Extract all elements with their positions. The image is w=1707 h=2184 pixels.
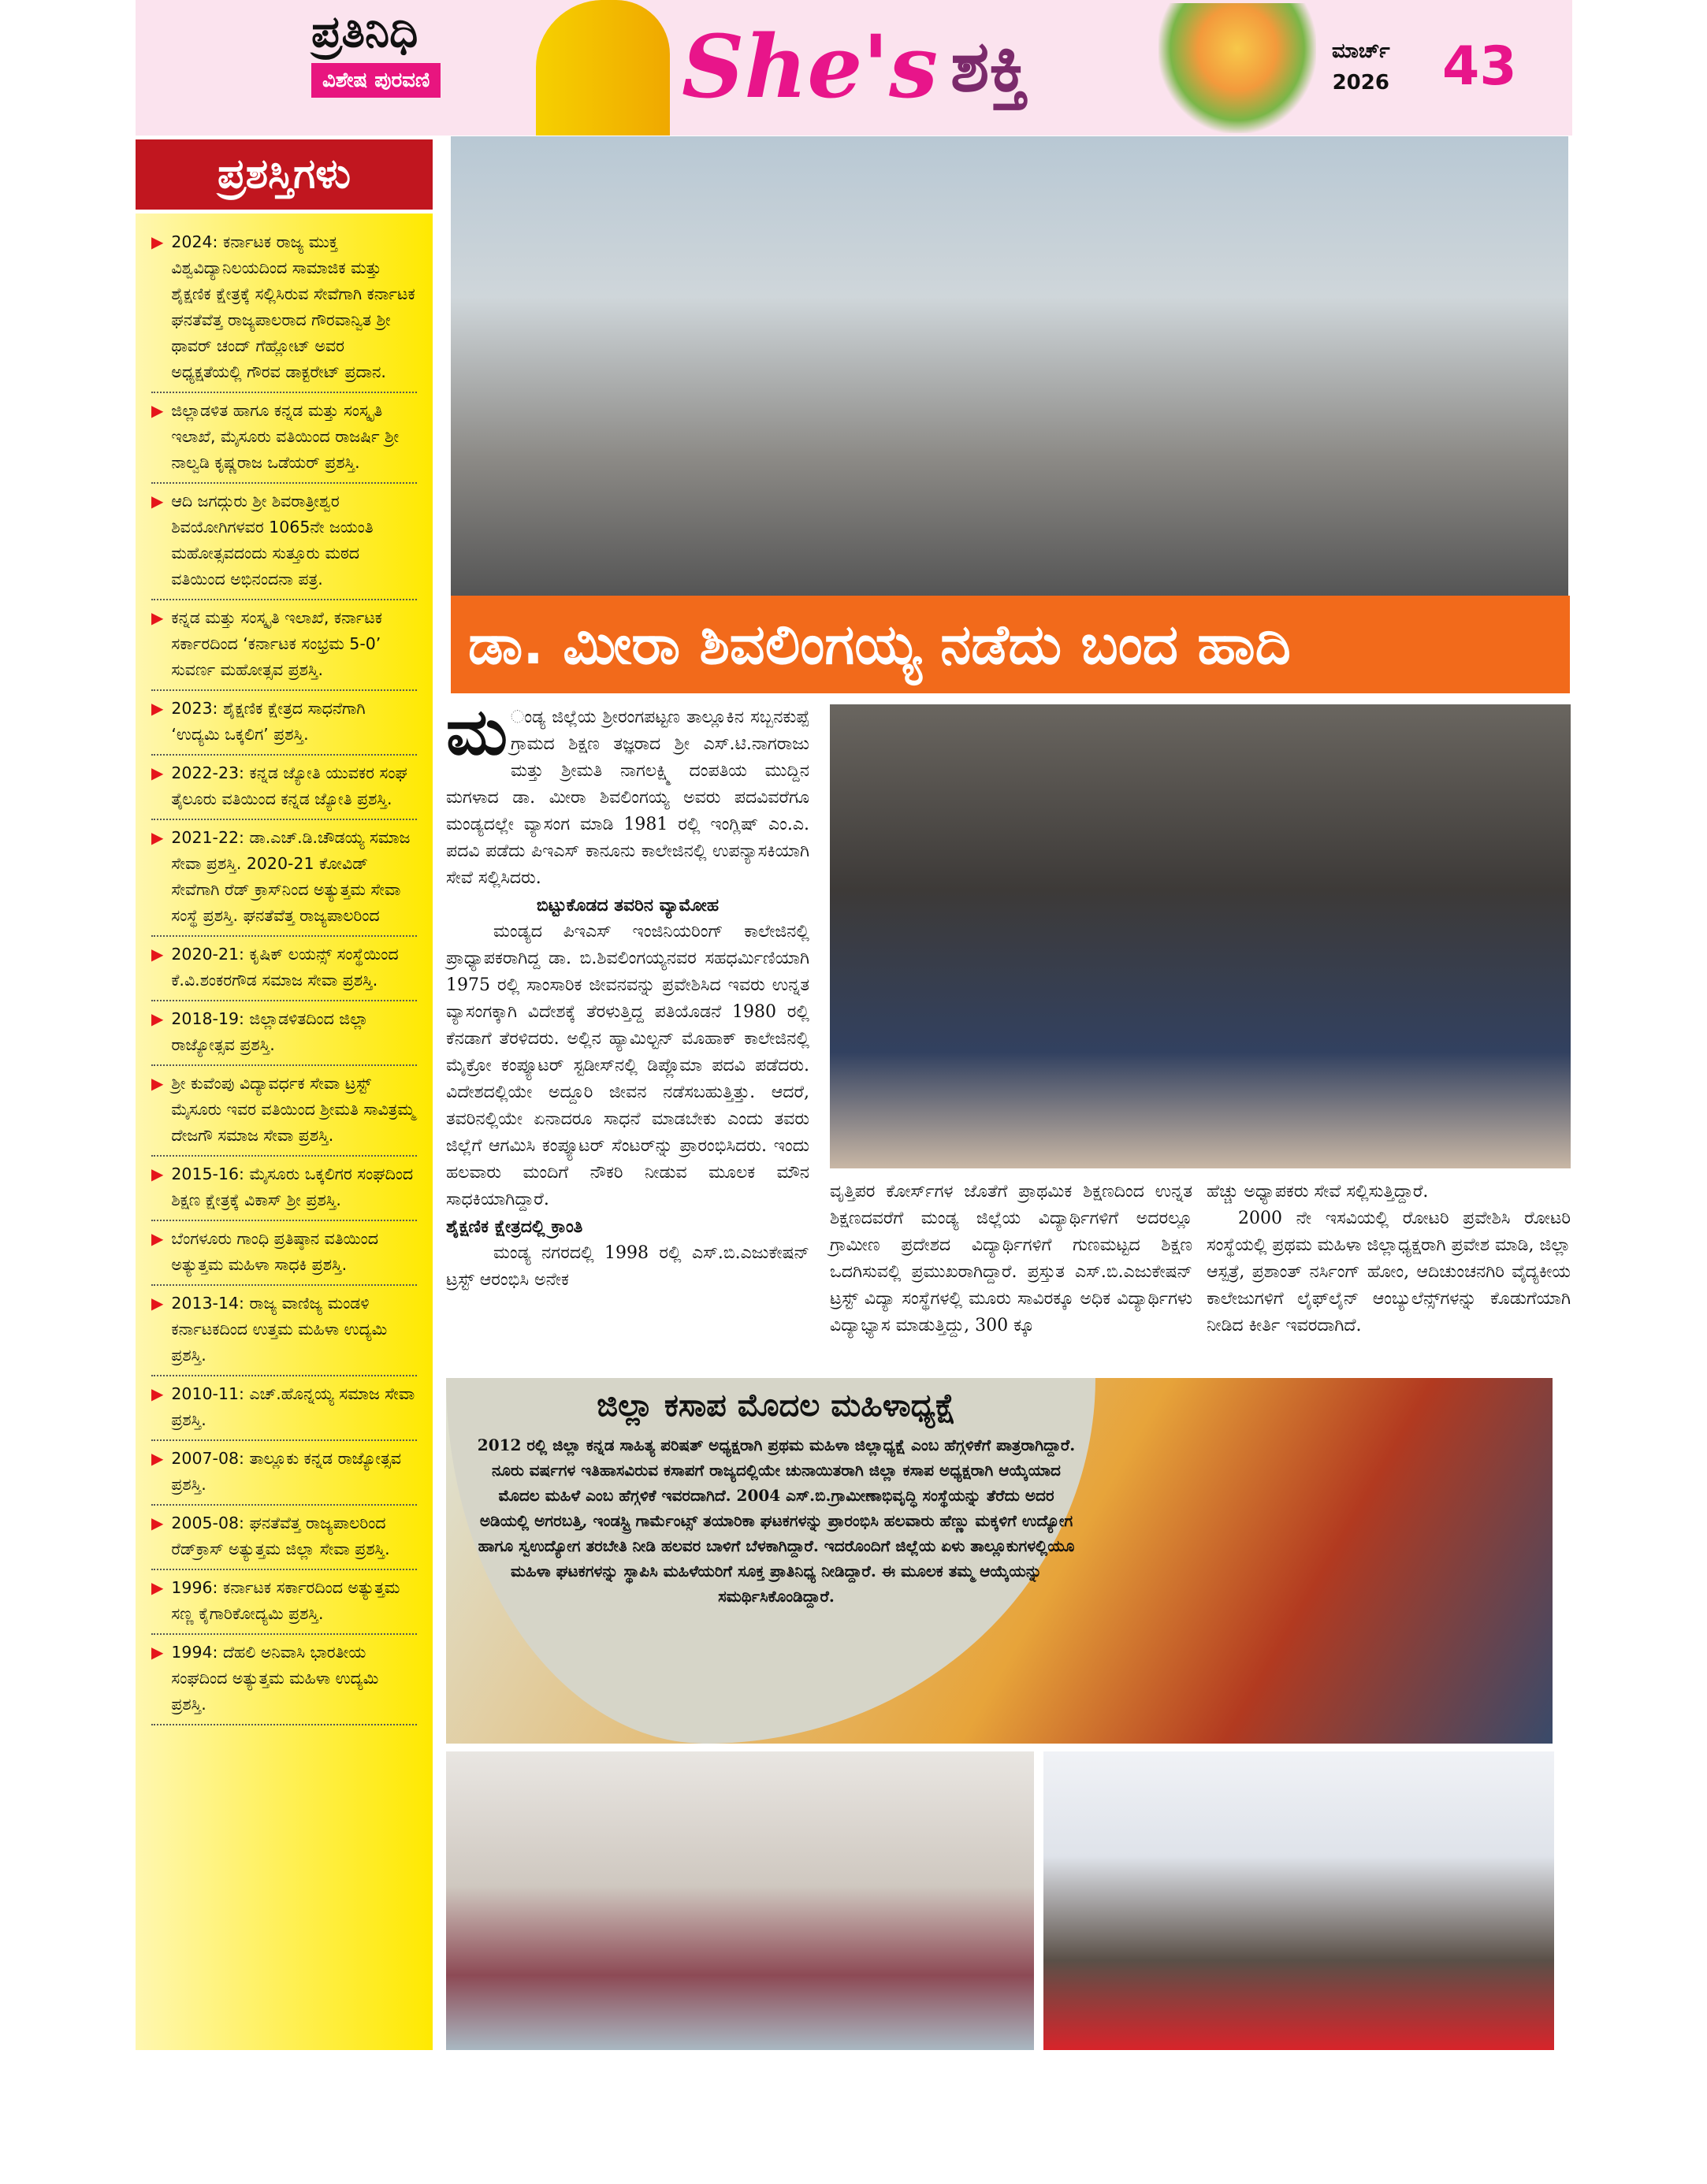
award-item xyxy=(151,1376,417,1441)
award-item xyxy=(151,225,417,393)
award-text: ಬೆಂಗಳೂರು ಗಾಂಧಿ ಪ್ರತಿಷ್ಠಾನ ವತಿಯಿಂದ ಅತ್ಯುತ್ತಮ ಮಹಿಳಾ ಸಾಧಕಿ ಪ್ರಶಸ್ತಿ. xyxy=(171,1229,379,1274)
bullet-triangle-icon: ▶ xyxy=(151,1294,164,1313)
paragraph: 2000 ನೇ ಇಸವಿಯಲ್ಲಿ ರೋಟರಿ ಪ್ರವೇಶಿಸಿ ರೋಟರಿ ಸಂಸ್ಥೆಯಲ್ಲಿ ಪ್ರಥಮ ಮಹಿಳಾ ಜಿಲ್ಲಾಧ್ಯಕ್ಷರಾಗಿ ಪ್ರವೇಶ ಮಾಡಿ, ಜಿಲ್ಲಾ ಆಸ್ಪತ್ರೆ, ಪ್ರಶಾಂತ್ ನರ್ಸಿಂಗ್ ಹೋಂ, ಆದಿಚುಂಚನಗಿರಿ ವೈದ್ಯಕೀಯ ಕಾಲೇಜುಗಳಿಗೆ ಲೈಫ್‌ಲೈನ್ ಆಂಬ್ಯುಲೆನ್ಸ್‌ಗಳನ್ನು ಕೊಡುಗೆಯಾಗಿ ನೀಡಿದ ಕೀರ್ತಿ ಇವರದಾಗಿದೆ. xyxy=(1207,1209,1571,1335)
award-text: 2024: ಕರ್ನಾಟಕ ರಾಜ್ಯ ಮುಕ್ತ ವಿಶ್ವವಿದ್ಯಾನಿಲಯದಿಂದ ಸಾಮಾಜಿಕ ಮತ್ತು ಶೈಕ್ಷಣಿಕ ಕ್ಷೇತ್ರಕ್ಕೆ ಸಲ್ಲಿಸಿರುವ ಸೇವೆಗಾಗಿ ಕರ್ನಾಟಕ ಘನತೆವೆತ್ತ ರಾಜ್ಯಪಾಲರಾದ ಗೌರವಾನ್ವಿತ ಶ್ರೀ ಥಾವರ್ ಚಂದ್ ಗೆಹ್ಲೋಟ್ ಅವರ ಅಧ್ಯಕ್ಷತೆಯಲ್ಲಿ ಗೌರವ ಡಾಕ್ಟರೇಟ್ ಪ್ರದಾನ. xyxy=(171,232,415,381)
award-text: 2010-11: ಎಚ್.ಹೊನ್ನಯ್ಯ ಸಮಾಜ ಸೇವಾ ಪ್ರಶಸ್ತಿ. xyxy=(171,1384,415,1429)
subheading: ಬಿಟ್ಟುಕೊಡದ ತವರಿನ ವ್ಯಾಮೋಹ xyxy=(536,895,720,916)
hands-tree-illustration xyxy=(1158,3,1316,133)
subheading: ಶೈಕ್ಷಣಿಕ ಕ್ಷೇತ್ರದಲ್ಲಿ ಕ್ರಾಂತಿ xyxy=(446,1216,583,1237)
award-text: 1996: ಕರ್ನಾಟಕ ಸರ್ಕಾರದಿಂದ ಅತ್ಯುತ್ತಮ ಸಣ್ಣ ಕೈಗಾರಿಕೋದ್ಯಮಿ ಪ್ರಶಸ್ತಿ. xyxy=(171,1578,400,1623)
bullet-triangle-icon: ▶ xyxy=(151,763,164,782)
award-item xyxy=(151,820,417,937)
award-text: 2013-14: ರಾಜ್ಯ ವಾಣಿಜ್ಯ ಮಂಡಳಿ ಕರ್ನಾಟಕದಿಂದ ಉತ್ತಮ ಮಹಿಳಾ ಉದ್ಯಮಿ ಪ್ರಶಸ್ತಿ. xyxy=(171,1294,388,1365)
info-box-text: 2012 ರಲ್ಲಿ ಜಿಲ್ಲಾ ಕನ್ನಡ ಸಾಹಿತ್ಯ ಪರಿಷತ್ ಅಧ್ಯಕ್ಷರಾಗಿ ಪ್ರಥಮ ಮಹಿಳಾ ಜಿಲ್ಲಾಧ್ಯಕ್ಷೆ ಎಂಬ ಹೆಗ್ಗಳಿಕೆಗೆ ಪಾತ್ರರಾಗಿದ್ದಾರೆ. ನೂರು ವರ್ಷಗಳ ಇತಿಹಾಸವಿರುವ ಕಸಾಪಗೆ ರಾಜ್ಯದಲ್ಲಿಯೇ ಚುನಾಯಿತರಾಗಿ ಜಿಲ್ಲಾ ಕಸಾಪ ಅಧ್ಯಕ್ಷರಾಗಿ ಆಯ್ಕೆಯಾದ ಮೊದಲ ಮಹಿಳೆ ಎಂಬ ಹೆಗ್ಗಳಿಕೆ ಇವರದಾಗಿದೆ. 2004 ಎಸ್.ಬಿ.ಗ್ರಾಮೀಣಾಭಿವೃದ್ಧಿ ಸಂಸ್ಥೆಯನ್ನು ತೆರೆದು ಅದರ ಅಡಿಯಲ್ಲಿ ಅಗರಬತ್ತಿ, ಇಂಡಸ್ಟ್ರಿ ಗಾರ್ಮೆಂಟ್ಸ್ ತಯಾರಿಕಾ ಘಟಕಗಳನ್ನು ಪ್ರಾರಂಭಿಸಿ ಹಲವಾರು ಹೆಣ್ಣು ಮಕ್ಕಳಿಗೆ ಉದ್ಯೋಗ ಹಾಗೂ ಸ್ವಉದ್ಯೋಗ ತರಬೇತಿ ನೀಡಿ ಹಲವರ ಬಾಳಿಗೆ ಬೆಳಕಾಗಿದ್ದಾರೆ. ಇದರೊಂದಿಗೆ ಜಿಲ್ಲೆಯ ಏಳು ತಾಲ್ಲೂಕುಗಳಲ್ಲಿಯೂ ಮಹಿಳಾ ಘಟಕಗಳನ್ನು ಸ್ಥಾಪಿಸಿ ಮಹಿಳೆಯರಿಗೆ ಸೂಕ್ತ ಪ್ರಾತಿನಿಧ್ಯ ನೀಡಿದ್ದಾರೆ. ಈ ಮೂಲಕ ತಮ್ಮ ಆಯ್ಕೆಯನ್ನು ಸಮರ್ಥಿಸಿಕೊಂಡಿದ್ದಾರೆ. xyxy=(477,1436,1076,1606)
article-headline: ಡಾ. ಮೀರಾ ಶಿವಲಿಂಗಯ್ಯ ನಡೆದು ಬಂದ ಹಾದಿ xyxy=(451,596,1570,693)
bullet-triangle-icon: ▶ xyxy=(151,1229,164,1248)
award-text: 2023: ಶೈಕ್ಷಣಿಕ ಕ್ಷೇತ್ರದ ಸಾಧನೆಗಾಗಿ ‘ಉದ್ಯಮಿ ಒಕ್ಕಲಿಗ’ ಪ್ರಶಸ್ತಿ. xyxy=(171,699,366,744)
award-item xyxy=(151,1570,417,1635)
section-title-she: She's xyxy=(682,16,939,117)
woman-silhouette-illustration xyxy=(536,0,670,136)
students-certificates-photo xyxy=(830,704,1571,1168)
award-text: 2018-19: ಜಿಲ್ಲಾಡಳಿತದಿಂದ ಜಿಲ್ಲಾ ರಾಜ್ಯೋತ್ಸವ ಪ್ರಶಸ್ತಿ. xyxy=(171,1009,369,1054)
award-item xyxy=(151,1506,417,1570)
bullet-triangle-icon: ▶ xyxy=(151,1074,164,1093)
awards-list xyxy=(136,214,433,2050)
issue-month: ಮಾರ್ಚ್ xyxy=(1332,39,1390,63)
article-column-2 xyxy=(830,1179,1192,1339)
awards-title: ಪ್ರಶಸ್ತಿಗಳು xyxy=(136,139,433,210)
bullet-triangle-icon: ▶ xyxy=(151,699,164,718)
award-item xyxy=(151,1635,417,1725)
award-item xyxy=(151,1221,417,1286)
award-item xyxy=(151,600,417,691)
bullet-triangle-icon: ▶ xyxy=(151,1384,164,1403)
paragraph: ಮಂಡ್ಯ ನಗರದಲ್ಲಿ 1998 ರಲ್ಲಿ ಎಸ್.ಬಿ.ಎಜುಕೇಷನ್ ಟ್ರಸ್ಟ್ ಆರಂಭಿಸಿ ಅನೇಕ xyxy=(446,1243,809,1290)
award-text: 2015-16: ಮೈಸೂರು ಒಕ್ಕಲಿಗರ ಸಂಘದಿಂದ ಶಿಕ್ಷಣ ಕ್ಷೇತ್ರಕ್ಕೆ ವಿಕಾಸ್ ಶ್ರೀ ಪ್ರಶಸ್ತಿ. xyxy=(171,1164,414,1209)
award-text: 2007-08: ತಾಲ್ಲೂಕು ಕನ್ನಡ ರಾಜ್ಯೋತ್ಸವ ಪ್ರಶಸ್ತಿ. xyxy=(171,1449,402,1494)
award-item xyxy=(151,937,417,1001)
award-item xyxy=(151,1066,417,1157)
award-text: 2005-08: ಘನತೆವೆತ್ತ ರಾಜ್ಯಪಾಲರಿಂದ ರೆಡ್‌ಕ್ರಾಸ್ ಅತ್ಯುತ್ತಮ ಜಿಲ್ಲಾ ಸೇವಾ ಪ್ರಶಸ್ತಿ. xyxy=(171,1514,390,1558)
award-text: 2021-22: ಡಾ.ಎಚ್.ಡಿ.ಚೌಡಯ್ಯ ಸಮಾಜ ಸೇವಾ ಪ್ರಶಸ್ತಿ. 2020-21 ಕೋವಿಡ್ ಸೇವೆಗಾಗಿ ರೆಡ್ ಕ್ರಾಸ್‌ನಿಂದ ಅತ್ಯುತ್ತಮ ಸೇವಾ ಸಂಸ್ಥೆ ಪ್ರಶಸ್ತಿ. ಘನತೆವೆತ್ತ ರಾಜ್ಯಪಾಲರಿಂದ xyxy=(171,828,411,925)
masthead xyxy=(311,5,441,98)
blood-donation-camp-photo xyxy=(446,1751,1034,2050)
paragraph: ಂಡ್ಯ ಜಿಲ್ಲೆಯ ಶ್ರೀರಂಗಪಟ್ಟಣ ತಾಲ್ಲೂಕಿನ ಸಬ್ಬನಕುಪ್ಪೆ ಗ್ರಾಮದ ಶಿಕ್ಷಣ ತಜ್ಞರಾದ ಶ್ರೀ ಎಸ್.ಟಿ.ನಾಗರಾಜು ಮತ್ತು ಶ್ರೀಮತಿ ನಾಗಲಕ್ಷ್ಮಿ ದಂಪತಿಯ ಮುದ್ದಿನ ಮಗಳಾದ ಡಾ. ಮೀರಾ ಶಿವಲಿಂಗಯ್ಯ ಅವರು ಪದವಿವರೆಗೂ ಮಂಡ್ಯದಲ್ಲೇ ವ್ಯಾಸಂಗ ಮಾಡಿ 1981 ರಲ್ಲಿ ಇಂಗ್ಲಿಷ್ ಎಂ.ಎ. ಪದವಿ ಪಡೆದು ಪಿಇಎಸ್ ಕಾನೂನು ಕಾಲೇಜಿನಲ್ಲಿ ಉಪನ್ಯಾಸಕಿಯಾಗಿ ಸೇವೆ ಸಲ್ಲಿಸಿದರು. xyxy=(446,708,809,888)
excellence-award-photo xyxy=(1043,1751,1554,2050)
article-column-3 xyxy=(1207,1179,1571,1339)
bullet-triangle-icon: ▶ xyxy=(151,1164,164,1183)
award-text: ಶ್ರೀ ಕುವೆಂಪು ವಿದ್ಯಾವರ್ಧಕ ಸೇವಾ ಟ್ರಸ್ಟ್ ಮೈಸೂರು ಇವರ ವತಿಯಿಂದ ಶ್ರೀಮತಿ ಸಾವಿತ್ರಮ್ಮ ದೇಜಗೌ ಸಮಾಜ ಸೇವಾ ಪ್ರಶಸ್ತಿ. xyxy=(171,1074,415,1145)
award-text: 1994: ದೆಹಲಿ ಅನಿವಾಸಿ ಭಾರತೀಯ ಸಂಘದಿಂದ ಅತ್ಯುತ್ತಮ ಮಹಿಳಾ ಉದ್ಯಮಿ ಪ್ರಶಸ್ತಿ. xyxy=(171,1643,379,1714)
paragraph: ಹೆಚ್ಚು ಅಧ್ಯಾಪಕರು ಸೇವೆ ಸಲ್ಲಿಸುತ್ತಿದ್ದಾರೆ. xyxy=(1207,1182,1429,1202)
info-box-title: ಜಿಲ್ಲಾ ಕಸಾಪ ಮೊದಲ ಮಹಿಳಾಧ್ಯಕ್ಷೆ xyxy=(597,1387,956,1424)
award-text: 2020-21: ಕೃಷಿಕ್ ಲಯನ್ಸ್ ಸಂಸ್ಥೆಯಿಂದ ಕೆ.ವಿ.ಶಂಕರಗೌಡ ಸಮಾಜ ಸೇವಾ ಪ್ರಶಸ್ತಿ. xyxy=(171,945,399,990)
award-item xyxy=(151,484,417,600)
bullet-triangle-icon: ▶ xyxy=(151,1449,164,1468)
info-box xyxy=(473,1384,1080,1609)
award-item xyxy=(151,1001,417,1066)
section-title-shakti: ಶಕ್ತಿ xyxy=(950,25,1029,108)
award-text: ಜಿಲ್ಲಾಡಳಿತ ಹಾಗೂ ಕನ್ನಡ ಮತ್ತು ಸಂಸ್ಕೃತಿ ಇಲಾಖೆ, ಮೈಸೂರು ವತಿಯಿಂದ ರಾಜರ್ಷಿ ಶ್ರೀ ನಾಲ್ವಡಿ ಕೃಷ್ಣರಾಜ ಒಡೆಯರ್ ಪ್ರಶಸ್ತಿ. xyxy=(171,401,400,472)
bullet-triangle-icon: ▶ xyxy=(151,1578,164,1597)
walkathon-group-photo xyxy=(451,136,1568,596)
bullet-triangle-icon: ▶ xyxy=(151,232,164,251)
bullet-triangle-icon: ▶ xyxy=(151,1514,164,1532)
award-item xyxy=(151,1441,417,1506)
award-item xyxy=(151,393,417,484)
award-text: 2022-23: ಕನ್ನಡ ಜ್ಯೋತಿ ಯುವಕರ ಸಂಘ ತೈಲೂರು ವತಿಯಿಂದ ಕನ್ನಡ ಜ್ಯೋತಿ ಪ್ರಶಸ್ತಿ. xyxy=(171,763,407,808)
award-item xyxy=(151,756,417,820)
page-number: 43 xyxy=(1442,35,1517,98)
award-text: ಕನ್ನಡ ಮತ್ತು ಸಂಸ್ಕೃತಿ ಇಲಾಖೆ, ಕರ್ನಾಟಕ ಸರ್ಕಾರದಿಂದ ‘ಕರ್ನಾಟಕ ಸಂಭ್ರಮ 5-0’ ಸುವರ್ಣ ಮಹೋತ್ಸವ ಪ್ರಶಸ್ತಿ. xyxy=(171,608,383,679)
award-item xyxy=(151,1286,417,1376)
issue-year: 2026 xyxy=(1332,71,1389,95)
award-text: ಆದಿ ಜಗದ್ಗುರು ಶ್ರೀ ಶಿವರಾತ್ರೀಶ್ವರ ಶಿವಯೋಗಿಗಳವರ 1065ನೇ ಜಯಂತಿ ಮಹೋತ್ಸವದಂದು ಸುತ್ತೂರು ಮಠದ ವತಿಯಿಂದ ಅಭಿನಂದನಾ ಪತ್ರ. xyxy=(171,492,374,589)
section-title xyxy=(682,8,1028,126)
bullet-triangle-icon: ▶ xyxy=(151,1643,164,1662)
award-item xyxy=(151,691,417,756)
bullet-triangle-icon: ▶ xyxy=(151,608,164,627)
paragraph: ವೃತ್ತಿಪರ ಕೋರ್ಸ್‌ಗಳ ಜೊತೆಗೆ ಪ್ರಾಥಮಿಕ ಶಿಕ್ಷಣದಿಂದ ಉನ್ನತ ಶಿಕ್ಷಣದವರೆಗೆ ಮಂಡ್ಯ ಜಿಲ್ಲೆಯ ವಿದ್ಯಾರ್ಥಿಗಳಿಗೆ ಅದರಲ್ಲೂ ಗ್ರಾಮೀಣ ಪ್ರದೇಶದ ವಿದ್ಯಾರ್ಥಿಗಳಿಗೆ ಗುಣಮಟ್ಟದ ಶಿಕ್ಷಣ ಒದಗಿಸುವಲ್ಲಿ ಪ್ರಮುಖರಾಗಿದ್ದಾರೆ. ಪ್ರಸ್ತುತ ಎಸ್.ಬಿ.ಎಜುಕೇಷನ್ ಟ್ರಸ್ಟ್ ವಿದ್ಯಾ ಸಂಸ್ಥೆಗಳಲ್ಲಿ ಮೂರು ಸಾವಿರಕ್ಕೂ ಅಧಿಕ ವಿದ್ಯಾರ್ಥಿಗಳು ವಿದ್ಯಾಭ್ಯಾಸ ಮಾಡುತ್ತಿದ್ದು, 300 ಕ್ಕೂ xyxy=(830,1182,1192,1335)
bullet-triangle-icon: ▶ xyxy=(151,401,164,420)
drop-cap: ಮ xyxy=(446,694,508,770)
paragraph: ಮಂಡ್ಯದ ಪಿಇಎಸ್ ಇಂಜಿನಿಯರಿಂಗ್ ಕಾಲೇಜಿನಲ್ಲಿ ಪ್ರಾಧ್ಯಾಪಕರಾಗಿದ್ದ ಡಾ. ಬಿ.ಶಿವಲಿಂಗಯ್ಯನವರ ಸಹಧರ್ಮಿಣಿಯಾಗಿ 1975 ರಲ್ಲಿ ಸಾಂಸಾರಿಕ ಜೀವನವನ್ನು ಪ್ರವೇಶಿಸಿದ ಇವರು ಉನ್ನತ ವ್ಯಾಸಂಗಕ್ಕಾಗಿ ವಿದೇಶಕ್ಕೆ ತೆರಳುತ್ತಿದ್ದ ಪತಿಯೊಡನೆ 1980 ರಲ್ಲಿ ಕೆನಡಾಗೆ ತೆರಳಿದರು. ಅಲ್ಲಿನ ಹ್ಯಾಮಿಲ್ಟನ್ ಮೊಹಾಕ್ ಕಾಲೇಜಿನಲ್ಲಿ ಮೈಕ್ರೋ ಕಂಪ್ಯೂಟರ್ ಸ್ಟಡೀಸ್‌ನಲ್ಲಿ ಡಿಪ್ಲೊಮಾ ಪದವಿ ಪಡೆದರು. ವಿದೇಶದಲ್ಲಿಯೇ ಅದ್ದೂರಿ ಜೀವನ ನಡೆಸಬಹುತ್ತಿತ್ತು. ಆದರೆ, ತವರಿನಲ್ಲಿಯೇ ಏನಾದರೂ ಸಾಧನೆ ಮಾಡಬೇಕು ಎಂದು ತವರು ಜಿಲ್ಲೆಗೆ ಆಗಮಿಸಿ ಕಂಪ್ಯೂಟರ್ ಸೆಂಟರ್‌ನ್ನು ಪ್ರಾರಂಭಿಸಿದರು. ಇಂದು ಹಲವಾರು ಮಂದಿಗೆ ನೌಕರಿ ನೀಡುವ ಮೂಲಕ ಮೌನ ಸಾಧಕಿಯಾಗಿದ್ದಾರೆ. xyxy=(446,922,809,1209)
bullet-triangle-icon: ▶ xyxy=(151,828,164,847)
article-column-1 xyxy=(446,694,809,1294)
supplement-label: ವಿಶೇಷ ಪುರವಣಿ xyxy=(311,63,441,98)
award-item xyxy=(151,1157,417,1221)
bullet-triangle-icon: ▶ xyxy=(151,945,164,964)
bullet-triangle-icon: ▶ xyxy=(151,492,164,511)
newspaper-logo: ಪ್ರತಿನಿಧಿ xyxy=(311,6,418,58)
bullet-triangle-icon: ▶ xyxy=(151,1009,164,1028)
issue-date xyxy=(1332,35,1390,98)
